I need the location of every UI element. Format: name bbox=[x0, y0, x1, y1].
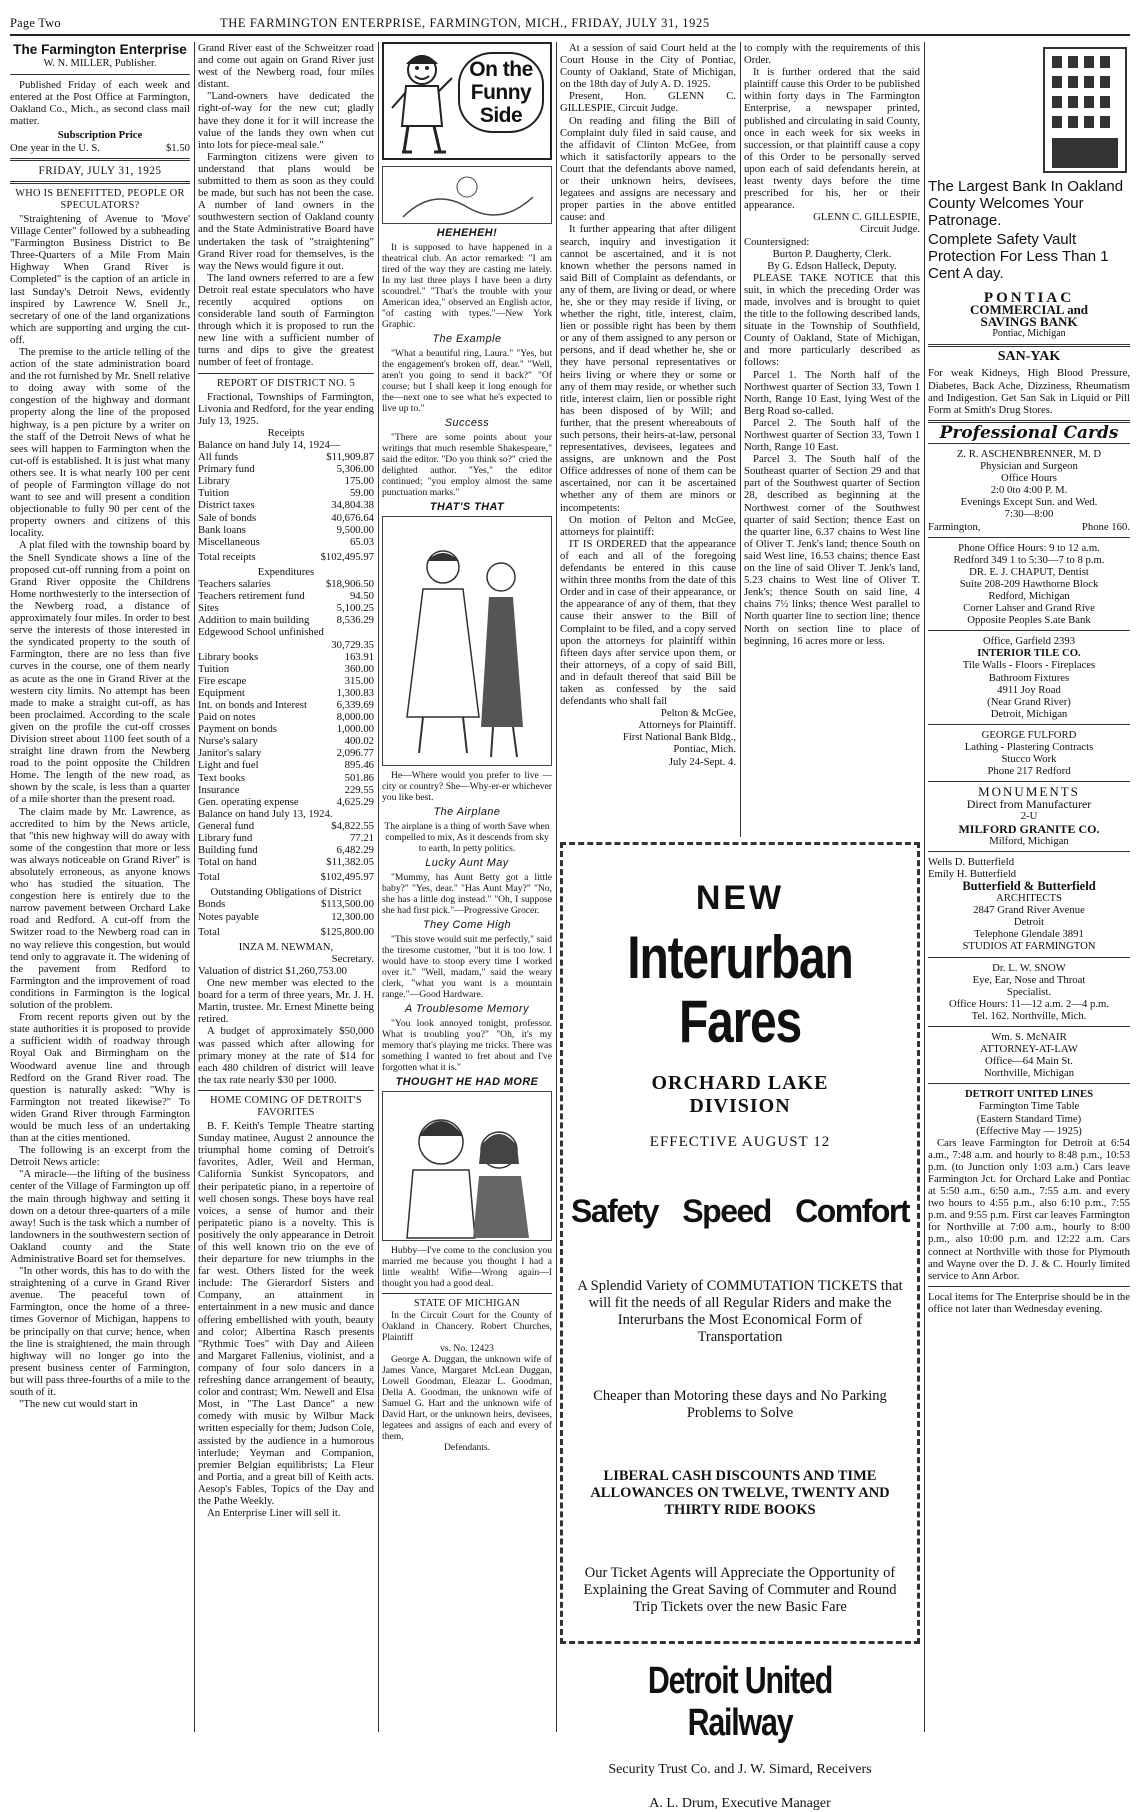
card-snow: Dr. L. W. SNOW Eye, Ear, Nose and Throat Specialist. Office Hours: 11—12 a.m. 2—4 p.m. Tel. 162. Northville, Mich. bbox=[949, 961, 1109, 1022]
card-aschenbrenner-phone: Farmington, Phone 160. bbox=[928, 520, 1130, 533]
ledger-row: Bank loans 9,500.00 bbox=[198, 523, 374, 536]
professional-cards-head: Professional Cards bbox=[939, 422, 1119, 443]
paragraph: to comply with the requirements of this Order. bbox=[744, 42, 920, 67]
joke-text: "There are some points about your writings that much resemble Shakespeare," said the editor. "Do you think so?" cried the delighted author. "Yes," the editor continued; "you employ almost the same punctuation marks." bbox=[382, 432, 552, 498]
joke-text: "What a beautiful ring, Laura." "Yes, but the engagement's broken off, dear." "Well, aren't you going to send it back?" "Of course; but I shall keep it long enough for the—next one to see what he's expected to live up to." bbox=[382, 348, 552, 414]
ad-paragraph-1: A Splendid Variety of COMMUTATION TICKETS that will fit the needs of all Regular Riders and make the Interurbans the Most Economical Form of Transportation bbox=[577, 1278, 903, 1345]
paragraph: On motion of Pelton and McGee, attorneys for plaintiff: bbox=[560, 513, 736, 538]
column-2 bbox=[198, 42, 374, 1732]
ledger-row: Library fund 77.21 bbox=[198, 832, 374, 844]
bank-ad-top bbox=[928, 42, 1130, 178]
ledger-row: Bonds $113,500.00 bbox=[198, 898, 374, 911]
receipts-head: Receipts bbox=[267, 426, 305, 439]
ledger-row: Tuition 360.00 bbox=[198, 662, 374, 675]
ledger-row: Primary fund 5,306.00 bbox=[198, 463, 374, 476]
comic-panel-2 bbox=[382, 516, 552, 766]
ledger-row: Notes payable 12,300.00 bbox=[198, 910, 374, 923]
page-number: Page Two bbox=[10, 16, 61, 30]
card-fulford: GEORGE FULFORD Lathing - Plastering Contracts Stucco Work Phone 217 Redford bbox=[964, 728, 1094, 778]
ad-title: Interurban Fares bbox=[627, 924, 853, 1055]
ad-effective: EFFECTIVE AUGUST 12 bbox=[649, 1134, 831, 1150]
cartoon-caption-1: HEHEHEH! bbox=[436, 227, 498, 239]
obligations-table bbox=[198, 898, 374, 922]
publisher: W. N. MILLER, Publisher. bbox=[43, 58, 157, 69]
card-interior-tile: Office, Garfield 2393 INTERIOR TILE CO. Tile Walls - Floors - Fireplaces Bathroom Fixtures 4911 Joy Road (Near Grand River) Detroit, Michigan bbox=[962, 635, 1096, 720]
ad-receivers: Security Trust Co. and J. W. Simard, Receivers bbox=[608, 1762, 872, 1777]
funny-side-banner bbox=[382, 42, 552, 160]
ledger-row: 30,729.35 bbox=[331, 638, 374, 651]
cartoon-caption-3: THOUGHT HE HAD MORE bbox=[395, 1076, 539, 1088]
poem-text: The airplane is a thing of worth Save when compelled to mix, As it descends from sky to earth, In petty politics. bbox=[384, 821, 550, 854]
defendants-label: Defendants. bbox=[443, 1442, 491, 1453]
bank-ad-text-2: Complete Safety Vault Protection For Less Than 1 Cent A day. bbox=[928, 231, 1109, 282]
column-1 bbox=[10, 42, 190, 1732]
local-items-note: Local items for The Enterprise should be in the office not later than Wednesday evening. bbox=[928, 1290, 1130, 1315]
paragraph: It is further ordered that the said plaintiff cause this Order to be published within forty days in The Farmington Enterprise, a newspaper printed, published and circulating in said County, once in each week for six weeks in succession, or that plaintiff cause a copy of this Order to be personally served upon each of said defendants herein, at least twenty days before the time prescribed for his, her or their appearance. bbox=[744, 66, 920, 212]
ad-manager: A. L. Drum, Executive Manager bbox=[649, 1796, 831, 1811]
ledger-row: Equipment 1,300.83 bbox=[198, 686, 374, 699]
clerk: Burton P. Daugherty, Clerk. bbox=[772, 247, 892, 260]
liner-note: An Enterprise Liner will sell it. bbox=[207, 1507, 341, 1520]
report-signer: INZA M. NEWMAN, bbox=[238, 940, 334, 953]
funny-side-title: On the Funny Side bbox=[458, 52, 544, 133]
deputy: By G. Edson Halleck, Deputy. bbox=[767, 259, 897, 272]
parcel: Parcel 2. The South half of the Northwest quarter of Section 33, Town 1 North, Range 10 East. bbox=[744, 416, 920, 454]
ad-division-1: ORCHARD LAKE bbox=[651, 1072, 829, 1094]
judge-title: Circuit Judge. bbox=[860, 223, 920, 236]
ad-paragraph-2: Cheaper than Motoring these days and No Parking Problems to Solve bbox=[593, 1388, 887, 1421]
expenditures-total: Total $102,495.97 bbox=[198, 871, 374, 884]
card-chaput: Phone Office Hours: 9 to 12 a.m. Redford 349 1 to 5:30—7 to 8 p.m. DR. E. J. CHAPUT, Dentist Suite 208-209 Hawthorne Block Redford, Michigan Corner Lahser and Grand Rive Opposite Peoples S.ate Bank bbox=[953, 541, 1105, 627]
receipts-table bbox=[198, 439, 374, 548]
comic-drawing-1 bbox=[383, 167, 551, 223]
paragraph: In the Circuit Court for the County of Oakland in Chancery. Robert Churches, Plaintiff bbox=[382, 1310, 552, 1343]
ledger-row: Tuition 59.00 bbox=[198, 487, 374, 500]
ledger-row: Teachers salaries $18,906.50 bbox=[198, 578, 374, 591]
ledger-row: Teachers retirement fund 94.50 bbox=[198, 590, 374, 603]
paragraph: IT IS ORDERED that the appearance of each and all of the foregoing defendants be entered in this cause within three months from the date of this Order and in case of their appearance, or the appearance of any of them, that they cause their answer to the Bill of Complaint to be filed, and a copy served upon the attorneys for plaintiff within fifteen days after service upon them, or their attorneys, of a copy of said Bill, and in default thereof that said Bill be taken as confessed by the said defendants who shall fail bbox=[560, 537, 736, 708]
card-butterfield: Wells D. Butterfield Emily H. Butterfield Butterfield & Butterfield ARCHITECTS 2847 Grand River Avenue Detroit Telephone Glendale 3891 STUDIOS AT FARMINGTON bbox=[928, 855, 1096, 953]
joke-text: "Mummy, has Aunt Betty got a little baby?" "Yes, dear." "Has Aunt May?" "No, she has a little dog instead." "Oh, I suppose she had first pick."—Progressive Grocer. bbox=[382, 872, 552, 916]
card-mcnair: Wm. S. McNAIR ATTORNEY-AT-LAW Office—64 Main St. Northville, Michigan bbox=[980, 1030, 1078, 1080]
column-4 bbox=[560, 42, 736, 837]
joke-text: It is supposed to have happened in a theatrical club. An actor remarked: "I am tired of the way they are casting me lately. In my last three plays I have been a dirty scoundrel." "That's the trouble with your American idea," observed an English actor, "of casting with types."—New York Graphic. bbox=[382, 242, 552, 330]
ledger-row: Building fund 6,482.29 bbox=[198, 844, 374, 857]
notice-head: STATE OF MICHIGAN bbox=[413, 1298, 521, 1309]
paragraph: The land owners referred to are a few Detroit real estate speculators who have recently acquired options on considerable land south of Farmington through which it is proposed to run the new line with a sufficient number of turns and dips to give the greatest number of feet of frontage. bbox=[198, 271, 374, 369]
joke-head-example: The Example bbox=[432, 333, 502, 345]
joke-head-high: They Come High bbox=[422, 919, 511, 931]
joke-head-success: Success bbox=[444, 417, 490, 429]
cartoon-dialogue: He—Where would you prefer to live —city or country? She—Why-er-er whichever you like best. bbox=[382, 770, 552, 803]
paragraph: PLEASE TAKE NOTICE that this suit, in which the preceding Order was made, involves and is brought to quiet the title to the following described lands, situate in the Township of Southfield, County of Oakland, State of Michigan, and more particularly described as follows: bbox=[744, 271, 920, 369]
column-3-funny-side bbox=[382, 42, 552, 1732]
obligations-head: Outstanding Obligations of District bbox=[210, 886, 362, 899]
ledger-row: Janitor's salary 2,096.77 bbox=[198, 747, 374, 760]
ledger-row: Addition to main building 8,536.29 bbox=[198, 614, 374, 627]
cartoon-dialogue: Hubby—I've come to the conclusion you married me because you thought I had a little wealth! Wifie—Wrong again—I thought you had a good deal. bbox=[382, 1245, 552, 1289]
joke-head-memory: A Troublesome Memory bbox=[405, 1003, 529, 1015]
bank-ad-text-1: The Largest Bank In Oakland County Welcomes Your Patronage. bbox=[928, 178, 1124, 229]
card-milford-granite: MONUMENTS Direct from Manufacturer 2-U MILFORD GRANITE CO. Milford, Michigan bbox=[958, 784, 1100, 847]
comic-panel-3 bbox=[382, 1091, 552, 1241]
bank-name-2: COMMERCIAL and bbox=[969, 302, 1089, 318]
ledger-row: Sites 5,100.25 bbox=[198, 602, 374, 615]
ledger-row: Gen. operating expense 4,625.29 bbox=[198, 795, 374, 808]
bank-name-3: SAVINGS BANK bbox=[980, 314, 1078, 330]
ad-paragraph-3: LIBERAL CASH DISCOUNTS AND TIME ALLOWANCES ON TWELVE, TWENTY AND THIRTY RIDE BOOKS bbox=[590, 1468, 890, 1518]
receipts-total: Total receipts $102,495.97 bbox=[198, 550, 374, 563]
paper-name: The Farmington Enterprise bbox=[13, 42, 187, 57]
ledger-row: District taxes 34,804.38 bbox=[198, 499, 374, 512]
ledger-row: Payment on bonds 1,000.00 bbox=[198, 723, 374, 736]
paragraph: It further appearing that after diligent search, inquiry and investigation it cannot be ascertained, and it is not known whether the persons named in said Bill of Complaint as defendants, or any of them, are living or dead, or where he, she or they may reside if living, or whether the right, title, interest, claim, lien or possible right has been by them or any of them assigned to any person or persons, and if dead whether he, she or they have personal representatives or heirs living or where they or some or any of them may reside, or whether such title, interest claim, lien or possible right has been disposed of by Will; and further, that the present whereabouts of such persons, their heirs-at-law, personal representatives, devisees, legatees and assigns, are unknown and the Post Office addresses of none of them can be ascertained, nor can it be ascertained whether any of them are minors or incompetents: bbox=[560, 223, 736, 514]
ad-new: NEW bbox=[695, 879, 785, 917]
ledger-row: Paid on notes 8,000.00 bbox=[198, 711, 374, 724]
parcel: Parcel 3. The South half of the Southeast quarter of Section 29 and that part of the Southwest quarter of Section 28, described as beginning at the Northwest corner of the Southwest quarter of said Section; thence East on the quarter line, 6.37 chains to West line of Oliver T. Jenk's land; thence South on said West line, 16.53 chains; thence East on the line of said Oliver T. Jenk's land, 5.23 chains to West line of Oliver T. Jenk's; thence South on said line, 4 chains 7½ links; thence West parallel to North quarter line to section line; thence North on section line to place of beginning, 16 acres more or less. bbox=[744, 453, 920, 647]
paragraph: Farmington citizens were given to understand that plans would be submitted to them as soon as they could be made, but such has not been the case. A number of land owners in the southwestern section of Oakland county and the State Administrative Board have undertaken the task of "straightening" Grand River road for themselves, is the way the News would figure it out. bbox=[198, 150, 374, 272]
ledger-row: Fire escape 315.00 bbox=[198, 674, 374, 687]
ledger-row: Light and fuel 895.46 bbox=[198, 759, 374, 772]
ad-division-2: DIVISION bbox=[689, 1095, 791, 1117]
ledger-row: Library books 163.91 bbox=[198, 650, 374, 663]
subscription-head: Subscription Price bbox=[57, 129, 143, 142]
timetable-text: Cars leave Farmington for Detroit at 6:54 a.m., 7:48 a.m. and hourly to 8:48 p.m., 10:53 p.m. (to Junction only 1:03 a.m.) Cars leave Farmington Jct. for Orchard Lake and Pontiac at 5:50 a.m., 6:50 a.m., 7:55 a.m. and every two hours to 4:55 p.m., also 6:10 p.m., 7:55 p.m. and 9:55 p.m. First car leaves Farmington for Northville at 7:00 a.m., hourly to 8:00 p.m., also 10:00 p.m. and 12:22 a.m. Cars connect at Northville with those for Plymouth and Wayne over the D. J. & C. Hourly limited service to Ann Arbor. bbox=[928, 1136, 1130, 1282]
ledger-row: Balance on hand July 14, 1924— bbox=[198, 439, 341, 451]
timetable-head: DETROIT UNITED LINES bbox=[964, 1088, 1094, 1101]
ledger-row: Insurance 229.55 bbox=[198, 783, 374, 796]
bank-building-illustration bbox=[1040, 42, 1130, 176]
sanyak-head: SAN-YAK bbox=[997, 349, 1061, 365]
couple-illustration bbox=[383, 517, 551, 765]
homecoming-head: HOME COMING OF DETROIT'S FAVORITES bbox=[210, 1094, 362, 1118]
ledger-row: Library 175.00 bbox=[198, 475, 374, 488]
joke-text: "This stove would suit me perfectly," said the tiresome customer, "but it is too low. I would have to stoop every time I worked over it." "Well, madam," said the weary clerk, "what you want is a mountain range."—Good Hardware. bbox=[382, 934, 552, 1000]
paragraph: A budget of approximately $50,000 was passed which after allowing for primary money at the rate of $14 for each 480 children of district will leave the tax rate nearly $30 per 1000. bbox=[198, 1025, 374, 1086]
ledger-row: Edgewood School unfinished bbox=[198, 626, 324, 639]
quote-paragraph: "Land-owners have dedicated the right-of-way for the new cut; gladly have they done it for it will increase the value of the lands they own when cut into lots for piece-meal sale." bbox=[198, 90, 374, 151]
expenditures-head: Expenditures bbox=[257, 565, 315, 578]
paragraph: Present, Hon. GLENN C. GILLESPIE, Circuit Judge. bbox=[560, 90, 736, 115]
ledger-row: General fund $4,822.55 bbox=[198, 819, 374, 832]
judge-name: GLENN C. GILLESPIE, bbox=[813, 211, 920, 224]
paragraph: George A. Duggan, the unknown wife of James Vance, Margaret McLean Duggan, Lowell Goodman, Eleazar L. Goodman, Della A. Goodman, the unknown wife of Samuel G. Hart and the unknown wife of David Hart, or the unknown heirs, devisees, legatees and assigns of each and every of them, bbox=[382, 1354, 552, 1442]
column-6 bbox=[928, 42, 1130, 1732]
report-signer-title: Secretary. bbox=[331, 952, 374, 965]
ledger-row: Text books 501.86 bbox=[198, 771, 374, 784]
interurban-fares-ad bbox=[560, 842, 920, 1811]
joke-text: "You look annoyed tonight, professor. What is troubling you?" "Oh, it's my memory that's playing me tricks. There was something I wanted to fret about and I've forgotten what it is." bbox=[382, 1018, 552, 1073]
parcel: Parcel 1. The North half of the Northwest quarter of Section 33, Town 1 North, Range 10 East, lying West of the Berg Road so-called. bbox=[744, 368, 920, 417]
report-head: REPORT OF DISTRICT NO. 5 bbox=[216, 377, 356, 389]
editorial-head: WHO IS BENEFITTED, PEOPLE OR SPECULATORS? bbox=[15, 187, 185, 211]
column-5 bbox=[744, 42, 920, 837]
ad-slogan: Safety Speed Comfort bbox=[571, 1193, 909, 1229]
cont-paragraph: Grand River east of the Schweitzer road and come out again on Grand River just west of the Newberg road, four miles distant. bbox=[198, 42, 374, 91]
expenditures-table bbox=[198, 578, 374, 868]
countersigned: Countersigned: bbox=[744, 235, 810, 248]
ledger-row: All funds $11,909.87 bbox=[198, 451, 374, 464]
comic-panel-1 bbox=[382, 166, 552, 224]
paragraph: At a session of said Court held at the Court House in the City of Pontiac, County of Oakland, State of Michigan, on the 18th day of July A. D. 1925. bbox=[560, 42, 736, 91]
attorneys-signature: Pelton & McGee, Attorneys for Plaintiff. First National Bank Bldg., Pontiac, Mich. July 24-Sept. 4. bbox=[622, 707, 736, 768]
ledger-row: Nurse's salary 400.02 bbox=[198, 735, 374, 748]
paragraph: One new member was elected to the board for a term of three years, Mr. J. H. Martin, trustee. Mr. Ernest Minette being retired. bbox=[198, 977, 374, 1026]
hubby-wifie-illustration bbox=[383, 1092, 551, 1240]
bank-city: Pontiac, Michigan bbox=[992, 328, 1066, 340]
subscription-row: One year in the U. S. $1.50 bbox=[10, 141, 190, 154]
timetable-lines: Farmington Time Table (Eastern Standard Time) (Effective May — 1925) bbox=[976, 1100, 1082, 1137]
paragraph: B. F. Keith's Temple Theatre starting Sunday matinee, August 2 announce the triumphal home coming of Detroit's favorites, Adler, Weil and Herman, California Sunkist Syncopators, and their peripatetic piano, in a repertoire of well chosen songs. These boys have real voices, a sense of humor and their peripatetic piano is a novelty. This is positively the only appearance in Detroit of this well known trio on the eve of their departure for new triumphs in the far west. Others listed for the week include: The Gierardorf Sisters and Company, an attainment in entertainment in a new music and dance offering embellished with youth, beauty and color; Albertina Rasch presents "Rythmic Toes" with Day and Aileen and Margaret Fallenius, violinist, and a company of four solo dancers in a refreshing dance arrangement of beauty, color and contrast; Wm. Newell and Elsa Most, in "The Last Dance" a new comedy with music by Wilbur Mack written especially for them; Judson Cole, assisted by the audience in a humorous interlude; Yeyman and Companion, premier Belgian equilibrists; La Fleur and Portia, and a great bill of Keith acts. Aesop's Fables, Topics of the Day and the Pathe Weekly. bbox=[198, 1120, 374, 1507]
obligations-total: Total $125,800.00 bbox=[198, 925, 374, 938]
sanyak-text: For weak Kidneys, High Blood Pressure, Diabetes, Back Ache, Dizziness, Rheumatism and Indigestion. Get San Sak in Liquid or Pill Form at Smith's Drug Stores. bbox=[928, 367, 1130, 416]
issue-date: FRIDAY, JULY 31, 1925 bbox=[38, 164, 162, 177]
card-aschenbrenner: Z. R. ASCHENBRENNER, M. D Physician and Surgeon Office Hours 2:0 0to 4:00 P. M. Evenings Except Sun. and Wed. 7:30—8:00 bbox=[956, 447, 1102, 521]
ledger-row: Sale of bonds 40,676.64 bbox=[198, 511, 374, 524]
valuation: Valuation of district $1,260,753.00 bbox=[198, 964, 348, 977]
funny-man-illustration bbox=[388, 48, 458, 158]
ledger-row: Int. on bonds and Interest 6,339.69 bbox=[198, 698, 374, 711]
paragraph: On reading and filing the Bill of Complaint duly filed in said cause, and the affidavit of Clinton McGee, from which it satisfactorily appears to the Court that the defendants above named, or their unknown heirs, devisees, legatees and assigns are necessary and proper parties in the above entitled cause: and bbox=[560, 114, 736, 224]
ledger-row: Balance on hand July 13, 1924. bbox=[198, 807, 333, 820]
ledger-row: Total on hand $11,382.05 bbox=[198, 856, 374, 869]
ledger-row: Miscellaneous 65.03 bbox=[198, 535, 374, 548]
masthead-title: THE FARMINGTON ENTERPRISE, FARMINGTON, MICH., FRIDAY, JULY 31, 1925 bbox=[220, 16, 710, 30]
ad-paragraph-4: Our Ticket Agents will Appreciate the Opportunity of Explaining the Great Saving of Commuter and Round Trip Tickets over the new Basic Fare bbox=[583, 1565, 897, 1615]
editorial-body: "Straightening of Avenue to 'Move' Village Center" followed by a subheading "Farmington Business District to Be Three-Quarters of a Mile From Main Highway When Grand River is Completed" is the caption of an article in last Sunday's Detroit News, evidently inspired by Lawrence W. Snell Jr., secretary of one of the land organizations which are supporting and urging the cut-off. The premise to the article telling of the action of the state administration board and the rot furnished by Mr. Snell relative to doing away with some of the congestion of the highway and dormant property along the line of the proposed highway, is a pen picture by a writer on the staff of the Detroit News of what he sees will happen to Farmington when the cut-off is established. It is just what many others see. It is what nearly 100 per cent of people of Farmington village do not want to see and will present a condition objectionable to fully 90 per cent of the property owners and citizens of this locality. A plat filed with the township board by the Snell Syndicate shows a line of the proposed cut-off running from a point on Grand River opposite the Childrens Home northwesterly to the intersection of the Newberg road, a distance of approximately four miles. In order to best serve the interests of those interested in the syndicated property to the south of Farmington, there are no less than five curves in the course, one of them nearly as acute as the one in Grand River at the western city limits. No attempt has been made to make a straight cut-off, as has been proclaimed. According to the scale given on the profile the cut-off crosses Division street about 1100 feet south of a straight line drawn from the Newberg road to the point opposite the Children Home. The length of the new road, as shown by the scale, is less than a quarter of a mile shorter than the present road. The claim made by Mr. Lawrence, as accredited to him by the News article, that "this new highway will do away with some of the congestion that more or less was always noticeable on Grand River" is absolutely erroneous, as anyone knows who has studied the situation. The congestion here is entirely due to the narrow pavement between Orchard Lake road and Redford. A cut-off from the Switzer road to the Newberg road can in no way relieve this congestion, but would tend only to aggravate it. The widening of the pavement from Redford to Farmington and the improvement of road conditions in Farmington is the logical solution of the problem. From recent reports given out by the state authorities it is proposed to provide a sufficient width of roadway through Royal Oak and Birmingham on the Woodward avenue line and through Redford on the Grand River road. The question is naturally asked: "Why is Farmington not treated likewise?" To widen Grand River through Farmington would be much less of an undertaking than at the cities mentioned. The following is an excerpt from the Detroit News article: "A miracle—the lifting of the business center of the Village of Farmington up off the main through highway and setting it down on a detour three-quarters of a mile away! Such is the task which a number of landowners in the southwestern section of Oakland county and the State Administrative Board set for themselves. "In other words, this has to do with the straightening of a curve in Grand River avenue. The peaceful town of Farmington, once the home of a three-times Governor of Michigan, happens to be principally on that curve; hence, when the line is straightened, the main through highway will no longer go into the present business center of Farmington, but will pass three-fourths of a mile to the south of it. "The new cut would start in bbox=[10, 212, 190, 1411]
poem-head: The Airplane bbox=[433, 806, 501, 818]
ad-company: Detroit United Railway bbox=[647, 1660, 833, 1744]
masthead bbox=[10, 14, 1130, 36]
report-intro: Fractional, Townships of Farmington, Livonia and Redford, for the year ending July 13, 1925. bbox=[198, 390, 374, 427]
bank-name-1: PONTIAC bbox=[983, 290, 1075, 306]
cartoon-caption-2: THAT'S THAT bbox=[429, 501, 505, 513]
publish-note: Published Friday of each week and entered at the Post Office at Farmington, Oakland Co., Mich., as second class mail matter. bbox=[10, 79, 190, 128]
joke-head-aunt: Lucky Aunt May bbox=[425, 857, 509, 869]
case-number: vs. No. 12423 bbox=[440, 1343, 494, 1354]
